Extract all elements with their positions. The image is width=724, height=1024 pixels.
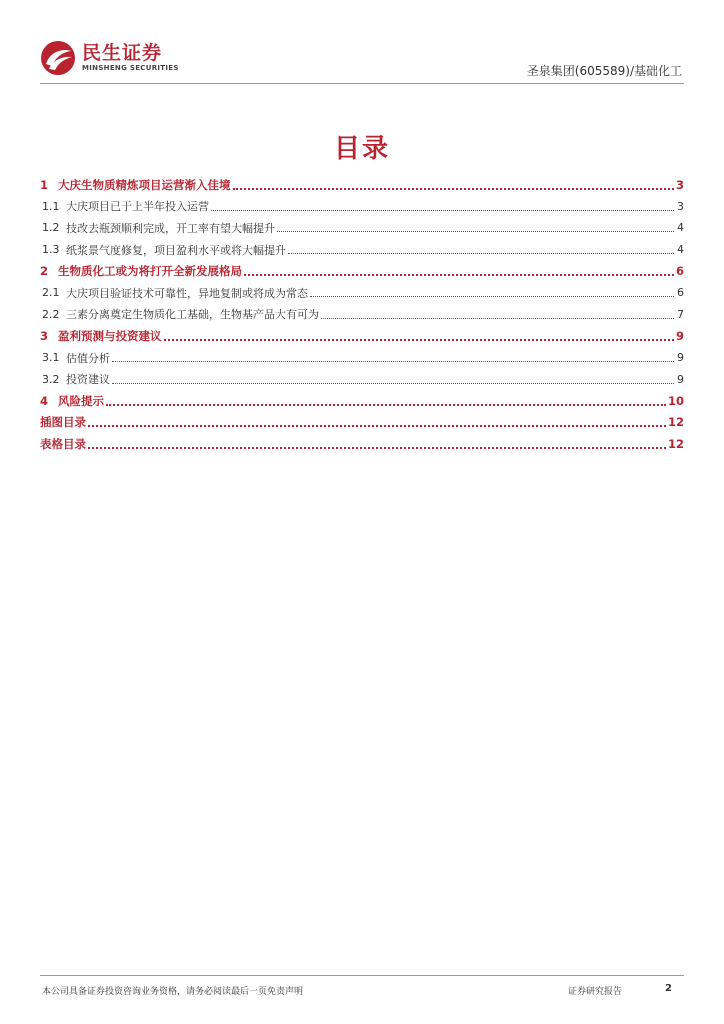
toc-entry-chapter[interactable] (40, 174, 684, 196)
toc-entry-chapter[interactable] (40, 390, 684, 412)
toc-entry-section[interactable] (40, 239, 684, 261)
toc-entry-title: 大庆项目验证技术可靠性，异地复制或将成为常态 (66, 286, 308, 300)
footer-divider (40, 975, 684, 976)
logo-wordmark (82, 43, 179, 73)
toc-dot-leader (277, 231, 674, 232)
toc-entry-title: 估值分析 (66, 351, 110, 365)
toc-dot-leader (106, 404, 666, 406)
toc-entry-number: 2.2 (42, 307, 60, 321)
header-divider (40, 83, 684, 84)
toc-entry-chapter[interactable] (40, 433, 684, 455)
toc-dot-leader (211, 210, 674, 211)
toc-entry-number: 1.2 (42, 221, 60, 235)
toc-dot-leader (112, 383, 674, 384)
footer-report-type: 证券研究报告 (567, 987, 622, 997)
toc-entry-page: 10 (667, 393, 684, 408)
toc-entry-title: 风险提示 (58, 393, 104, 408)
toc-entry-chapter[interactable] (40, 325, 684, 347)
toc-dot-leader (112, 361, 674, 362)
toc-entry-page: 3 (675, 177, 684, 192)
toc-entry-section[interactable] (40, 282, 684, 304)
page-header (40, 40, 684, 84)
toc-entry-number: 3 (40, 328, 49, 343)
report-title: 圣泉集团(605589)/基础化工 (526, 64, 682, 78)
toc-entry-number: 1 (40, 177, 49, 192)
toc-entry-page: 12 (667, 436, 684, 451)
toc-dot-leader (244, 274, 674, 276)
toc-entry-section[interactable] (40, 304, 684, 326)
toc-entry-page: 6 (677, 286, 684, 300)
toc-entry-page: 7 (677, 307, 684, 321)
toc-entry-number: 4 (40, 393, 49, 408)
page-title: 目录 (333, 134, 390, 164)
toc-entry-page: 4 (677, 221, 684, 235)
toc-entry-title: 投资建议 (66, 373, 110, 387)
toc-entry-number: 2 (40, 264, 49, 279)
toc-entry-page: 9 (677, 351, 684, 365)
toc-entry-page: 6 (675, 264, 684, 279)
toc-entry-section[interactable] (40, 196, 684, 218)
toc-entry-page: 9 (675, 328, 684, 343)
table-of-contents (40, 174, 684, 455)
toc-entry-number: 1.1 (42, 199, 60, 213)
toc-entry-title: 生物质化工或为将打开全新发展格局 (58, 264, 242, 279)
toc-entry-number: 2.1 (42, 286, 60, 300)
toc-entry-page: 3 (677, 199, 684, 213)
toc-entry-section[interactable] (40, 217, 684, 239)
toc-entry-section[interactable] (40, 347, 684, 369)
toc-entry-chapter[interactable] (40, 260, 684, 282)
toc-dot-leader (288, 253, 674, 254)
footer-page-number: 2 (665, 983, 672, 994)
logo-english-name: MINSHENG SECURITIES (82, 64, 179, 72)
toc-dot-leader (164, 339, 674, 341)
company-logo (40, 40, 179, 76)
toc-entry-page: 4 (677, 243, 684, 257)
toc-entry-title: 纸浆景气度修复，项目盈利水平或将大幅提升 (66, 243, 286, 257)
toc-entry-number: 3.1 (42, 351, 60, 365)
toc-dot-leader (310, 296, 674, 297)
toc-entry-title: 技改去瓶颈顺利完成，开工率有望大幅提升 (66, 221, 275, 235)
toc-entry-title: 大庆项目已于上半年投入运营 (66, 200, 209, 214)
toc-entry-number: 3.2 (42, 372, 60, 386)
footer-disclaimer: 本公司具备证券投资咨询业务资格，请务必阅读最后一页免责声明 (42, 987, 304, 997)
toc-entry-title: 插图目录 (40, 415, 86, 430)
toc-entry-number: 1.3 (42, 243, 60, 257)
toc-dot-leader (88, 447, 666, 449)
toc-dot-leader (321, 318, 674, 319)
toc-entry-page: 9 (677, 372, 684, 386)
toc-entry-title: 三素分离奠定生物质化工基础，生物基产品大有可为 (66, 308, 319, 322)
toc-entry-section[interactable] (40, 368, 684, 390)
toc-dot-leader (233, 188, 674, 190)
minsheng-logo-icon (40, 40, 76, 76)
toc-entry-chapter[interactable] (40, 412, 684, 434)
toc-dot-leader (88, 425, 666, 427)
toc-entry-title: 大庆生物质精炼项目运营渐入佳境 (58, 177, 231, 192)
toc-entry-page: 12 (667, 415, 684, 430)
logo-chinese-name: 民生证券 (82, 42, 163, 64)
toc-entry-title: 表格目录 (40, 436, 86, 451)
toc-entry-title: 盈利预测与投资建议 (58, 328, 162, 343)
